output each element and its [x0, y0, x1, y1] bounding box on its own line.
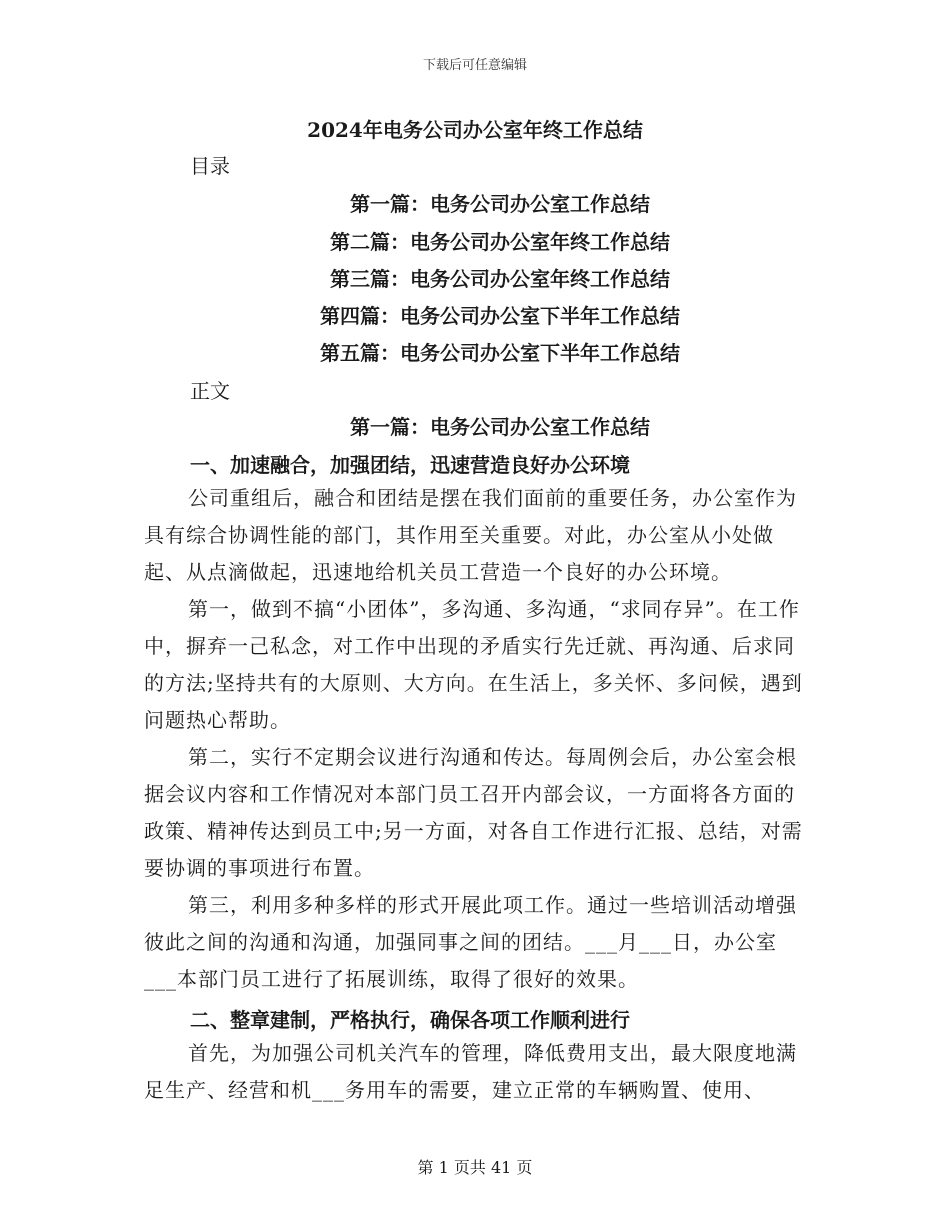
toc-label: 目录 — [190, 154, 230, 178]
toc-item: 第二篇：电务公司办公室年终工作总结 — [330, 230, 670, 254]
paragraph — [144, 591, 804, 739]
paragraph-text: 首先，为加强公司机关汽车的管理，降低费用支出，最大限度地满足生产、经营和机___务用车的需要，建立正常的车辆购置、使用、 — [144, 1041, 797, 1102]
toc-item: 第四篇：电务公司办公室下半年工作总结 — [320, 304, 680, 328]
section-heading: 二、整章建制，严格执行，确保各项工作顺利进行 — [190, 1008, 630, 1032]
paragraph-text: 第一，做到不搞“小团体”，多沟通、多沟通，“求同存异”。在工作中，摒弃一己私念，对工作中出现的矛盾实行先迁就、再沟通、后求同的方法;坚持共有的大原则、大方向。在生活上，多关怀、多问候，遇到问题热心帮助。 — [144, 597, 803, 732]
paragraph-text: 公司重组后，融合和团结是摆在我们面前的重要任务，办公室作为具有综合协调性能的部门，其作用至关重要。对此，办公室从小处做起、从点滴做起，迅速地给机关员工营造一个良好的办公环境。 — [144, 486, 797, 584]
section-heading: 一、加速融合，加强团结，迅速营造良好办公环境 — [190, 453, 630, 477]
paragraph — [144, 1035, 804, 1109]
paragraph-text: 第三，利用多种多样的形式开展此项工作。通过一些培训活动增强彼此之间的沟通和沟通，加强同事之间的团结。___月___日，办公室___本部门员工进行了拓展训练，取得了很好的效果。 — [144, 893, 797, 991]
body-label: 正文 — [190, 379, 230, 403]
page-header: 下载后可任意编辑 — [422, 58, 527, 73]
paragraph-text: 第二，实行不定期会议进行沟通和传达。每周例会后，办公室会根据会议内容和工作情况对本部门员工召开内部会议，一方面将各方面的政策、精神传达到员工中;另一方面，对各自工作进行汇报、总结，对需要协调的事项进行布置。 — [144, 745, 803, 880]
chapter-title: 第一篇：电务公司办公室工作总结 — [350, 415, 650, 439]
paragraph — [144, 739, 804, 887]
paragraph — [144, 887, 804, 998]
toc-item: 第三篇：电务公司办公室年终工作总结 — [330, 267, 670, 291]
toc-item: 第五篇：电务公司办公室下半年工作总结 — [320, 341, 680, 365]
toc-item: 第一篇：电务公司办公室工作总结 — [350, 192, 650, 216]
document-title: 2024年电务公司办公室年终工作总结 — [307, 118, 643, 142]
page-footer: 第 1 页共 41 页 — [417, 1158, 533, 1177]
paragraph — [144, 480, 804, 591]
